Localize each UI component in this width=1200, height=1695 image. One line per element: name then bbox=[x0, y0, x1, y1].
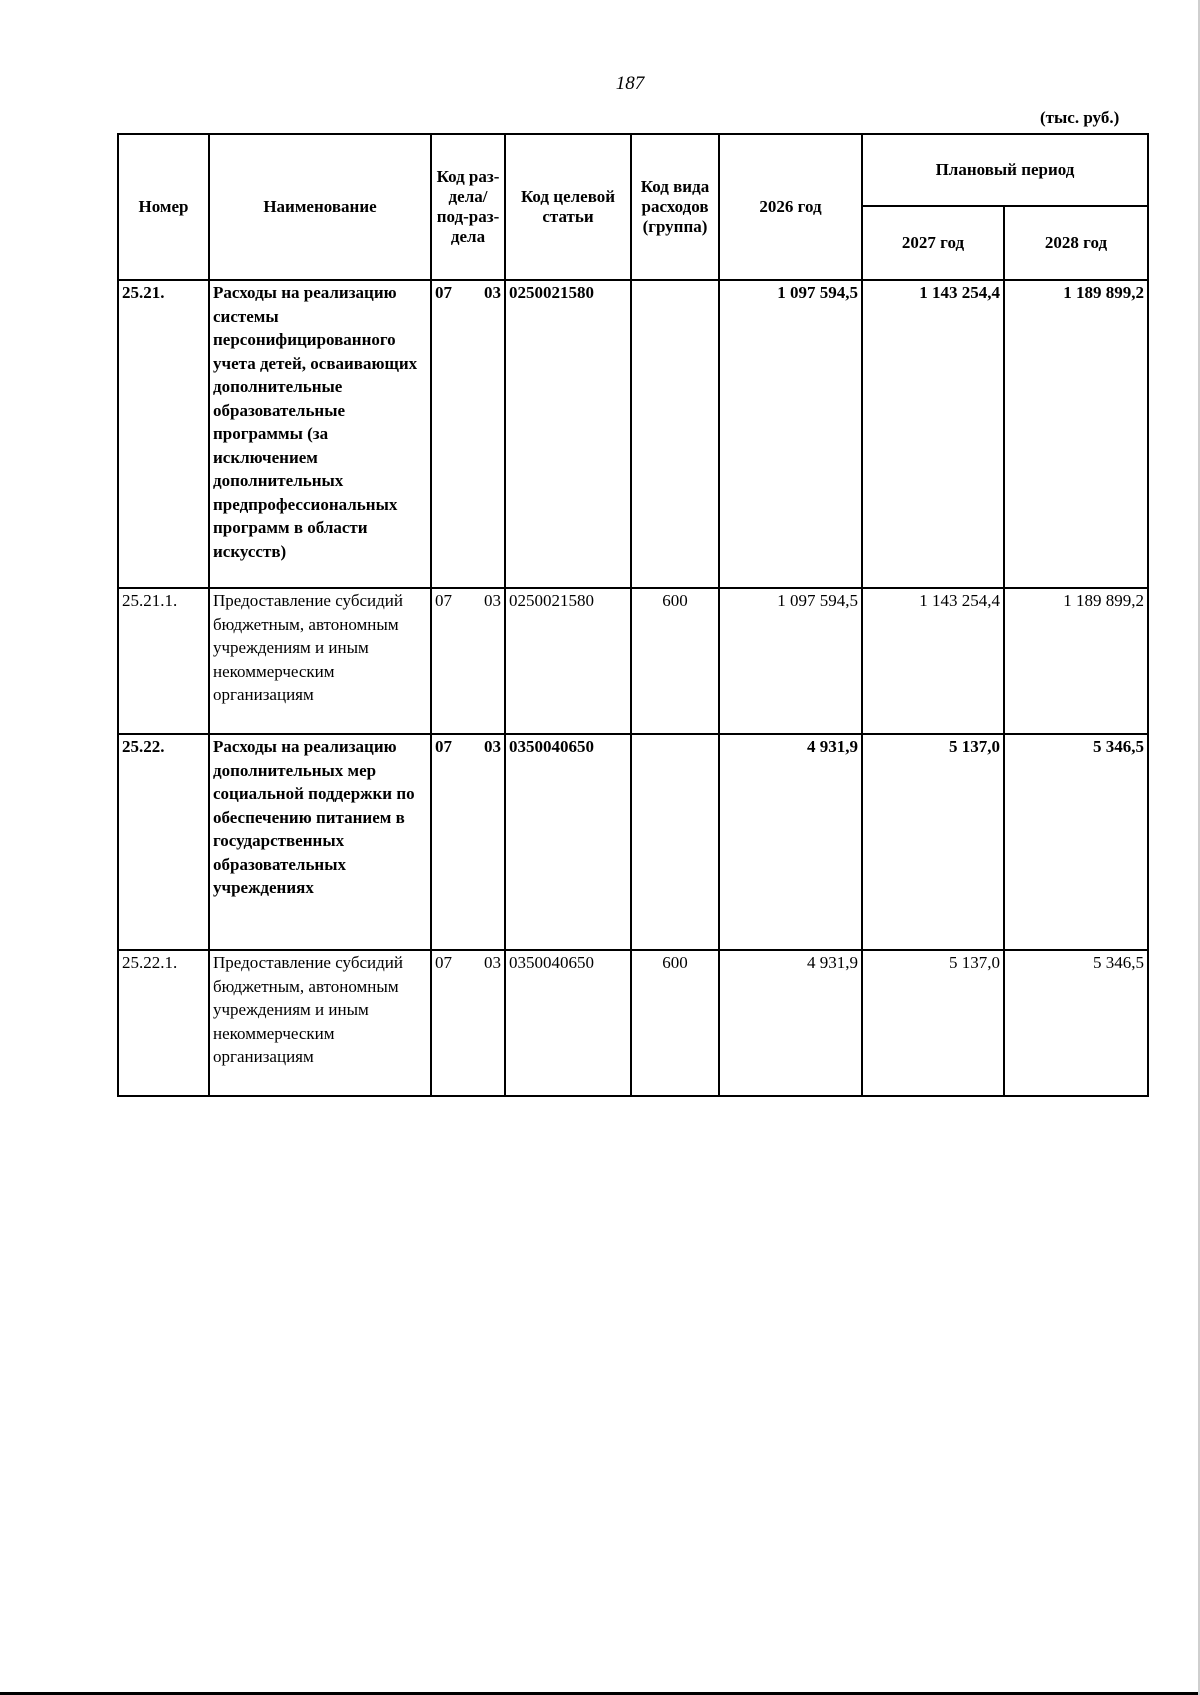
row-value-2028: 5 346,5 bbox=[1004, 950, 1148, 1096]
header-target-code: Код целевой статьи bbox=[505, 134, 631, 280]
row-name: Расходы на реализацию системы персонифицированного учета детей, осваивающих дополнительные образовательные программы (за исключением дополнительных предпрофессиональных программ в области искусств) bbox=[209, 280, 431, 588]
row-value-2026: 4 931,9 bbox=[719, 950, 862, 1096]
page-number: 187 bbox=[615, 73, 645, 94]
row-value-2028: 1 189 899,2 bbox=[1004, 280, 1148, 588]
row-value-2026: 1 097 594,5 bbox=[719, 280, 862, 588]
row-number: 25.22. bbox=[118, 734, 209, 950]
row-section: 07 bbox=[435, 283, 452, 302]
header-number: Номер bbox=[118, 134, 209, 280]
table-row bbox=[118, 734, 1148, 950]
row-value-2028: 5 346,5 bbox=[1004, 734, 1148, 950]
header-name: Наименование bbox=[209, 134, 431, 280]
header-planned-period: Плановый период bbox=[862, 134, 1148, 206]
row-expense-type bbox=[631, 280, 719, 588]
header-section-code: Код раз-дела/ под-раз-дела bbox=[431, 134, 505, 280]
row-value-2027: 1 143 254,4 bbox=[862, 280, 1004, 588]
row-expense-type: 600 bbox=[631, 588, 719, 734]
row-number: 25.22.1. bbox=[118, 950, 209, 1096]
row-section-code bbox=[431, 950, 505, 1096]
row-name: Предоставление субсидий бюджетным, автономным учреждениям и иным некоммерческим организациям bbox=[209, 588, 431, 734]
row-name: Расходы на реализацию дополнительных мер социальной поддержки по обеспечению питанием в государственных образовательных учреждениях bbox=[209, 734, 431, 950]
row-expense-type bbox=[631, 734, 719, 950]
row-section-code bbox=[431, 588, 505, 734]
row-subsection: 03 bbox=[484, 737, 501, 756]
row-section-code bbox=[431, 734, 505, 950]
header-expense-type: Код вида расходов (группа) bbox=[631, 134, 719, 280]
row-subsection: 03 bbox=[484, 953, 501, 972]
row-number: 25.21.1. bbox=[118, 588, 209, 734]
row-value-2027: 5 137,0 bbox=[862, 734, 1004, 950]
row-subsection: 03 bbox=[484, 591, 501, 610]
row-section: 07 bbox=[435, 591, 452, 610]
row-value-2026: 1 097 594,5 bbox=[719, 588, 862, 734]
header-row bbox=[118, 134, 1148, 206]
units-label: (тыс. руб.) bbox=[1040, 108, 1120, 127]
row-value-2027: 1 143 254,4 bbox=[862, 588, 1004, 734]
table-row bbox=[118, 588, 1148, 734]
row-number: 25.21. bbox=[118, 280, 209, 588]
row-target-code: 0250021580 bbox=[505, 280, 631, 588]
row-value-2028: 1 189 899,2 bbox=[1004, 588, 1148, 734]
row-name: Предоставление субсидий бюджетным, автономным учреждениям и иным некоммерческим организациям bbox=[209, 950, 431, 1096]
budget-table bbox=[117, 133, 1149, 1097]
row-value-2027: 5 137,0 bbox=[862, 950, 1004, 1096]
row-target-code: 0250021580 bbox=[505, 588, 631, 734]
row-section: 07 bbox=[435, 953, 452, 972]
row-section: 07 bbox=[435, 737, 452, 756]
table-row bbox=[118, 280, 1148, 588]
table-row bbox=[118, 950, 1148, 1096]
row-target-code: 0350040650 bbox=[505, 734, 631, 950]
row-target-code: 0350040650 bbox=[505, 950, 631, 1096]
row-value-2026: 4 931,9 bbox=[719, 734, 862, 950]
header-year-2026: 2026 год bbox=[719, 134, 862, 280]
row-expense-type: 600 bbox=[631, 950, 719, 1096]
row-section-code bbox=[431, 280, 505, 588]
row-subsection: 03 bbox=[484, 283, 501, 302]
header-year-2027: 2027 год bbox=[862, 206, 1004, 280]
header-year-2028: 2028 год bbox=[1004, 206, 1148, 280]
